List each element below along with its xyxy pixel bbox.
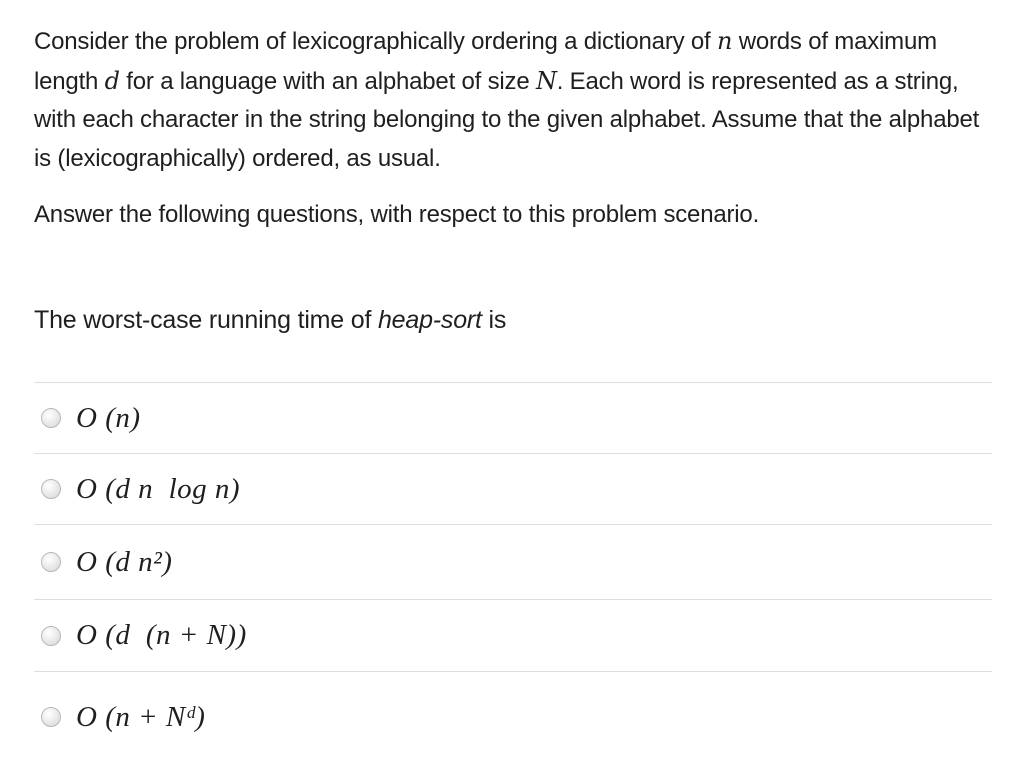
variable-N: N bbox=[535, 66, 557, 95]
option-label: O (d n²) bbox=[76, 545, 173, 578]
instruction-paragraph: Answer the following questions, with respect to this problem scenario. bbox=[34, 201, 760, 228]
answer-options bbox=[34, 382, 992, 762]
problem-text: . Each word is represented as a string, with each character in the string belonging to the given alphabet. Assume that the alphabet is (lexicographically) ordered, as usual. bbox=[34, 67, 980, 172]
variable-n: n bbox=[716, 27, 733, 55]
radio-button[interactable] bbox=[41, 479, 61, 499]
answer-option-5[interactable] bbox=[34, 672, 992, 762]
question-text: is bbox=[481, 306, 507, 334]
radio-button[interactable] bbox=[41, 552, 61, 572]
answer-option-2[interactable] bbox=[34, 454, 992, 525]
option-label: O (n + Nᵈ) bbox=[76, 700, 206, 733]
option-label: O (d n log n) bbox=[76, 472, 241, 505]
radio-button[interactable] bbox=[41, 626, 61, 646]
problem-text: Consider the problem of lexicographically ordering a dictionary of bbox=[34, 28, 717, 55]
question-emphasis: heap-sort bbox=[377, 306, 482, 334]
variable-d: d bbox=[104, 66, 120, 95]
option-label: O (n) bbox=[76, 401, 141, 434]
problem-text: for a language with an alphabet of size bbox=[119, 67, 536, 95]
answer-option-3[interactable] bbox=[34, 525, 992, 600]
problem-paragraph bbox=[34, 22, 994, 178]
option-label: O (d (n + N)) bbox=[76, 619, 247, 651]
question-text: The worst-case running time of bbox=[34, 306, 378, 334]
problem-description bbox=[34, 22, 994, 235]
answer-option-1[interactable] bbox=[34, 383, 992, 454]
answer-option-4[interactable] bbox=[34, 600, 992, 672]
radio-button[interactable] bbox=[41, 707, 61, 727]
radio-button[interactable] bbox=[41, 408, 61, 428]
problem-text: words of maximum length bbox=[34, 28, 937, 95]
question-prompt bbox=[34, 302, 506, 338]
